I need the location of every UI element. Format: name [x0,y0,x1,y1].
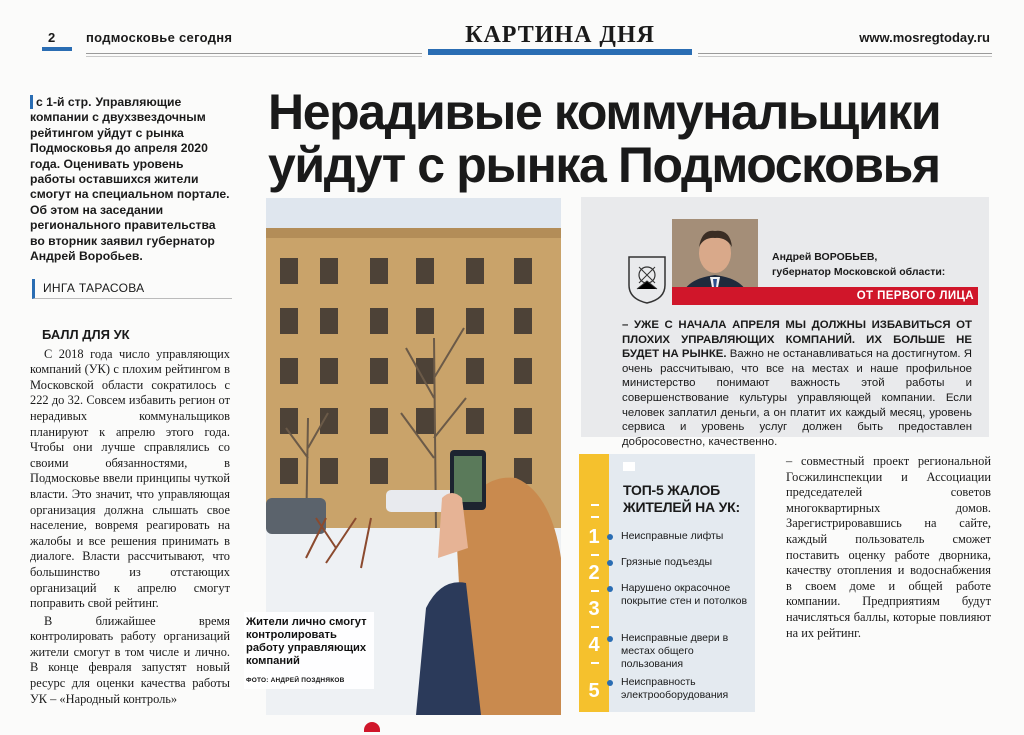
quote-lead: – УЖЕ С НАЧАЛА АПРЕЛЯ МЫ ДОЛЖНЫ ИЗБАВИТЬСЯ ОТ ПЛОХИХ УПРАВЛЯЮЩИХ КОМПАНИЙ. ИХ БОЛЬШЕ НЕ БУДЕТ НА РЫНКЕ. [622,319,972,361]
item-number: 3 [588,598,600,620]
article-lead [30,95,230,264]
strip-tick [591,554,599,556]
complaint-item: Неисправность электрооборудования [621,676,751,702]
header-rule-left-2 [86,56,422,57]
complaint-item: Неисправные лифты [621,530,751,543]
website-url[interactable]: www.mosregtoday.ru [859,30,990,45]
lead-text: Управляющие компании с двухзвездочным рейтингом уйдут с рынка Подмосковья до апреля 2020 года. Оценивать уровень работы оставшихся жители смогут на специальном портале. Об этом на заседании регионального правительства во вторник заявил губернатор Андрей Воробьев. [30,95,230,264]
speaker-name-text: Андрей ВОРОБЬЕВ, [772,251,878,263]
quote-body: Важно не останавливаться на достигнутом. Я очень рассчитываю, что все на местах и наше профильное министерство понимают важность этой работы и совершенствование культуры управляющей компании. Если человек заплатил деньги, а он платит их каждый месяц, уровень сервиса и уровень услуг должен быть предоставлен добросовестно, качественно. [622,348,972,448]
page-number: 2 [48,30,56,45]
author-byline: ИНГА ТАРАСОВА [32,279,232,299]
complaint-item: Нарушено окрасочное покрытие стен и потолков [621,582,751,608]
item-number: 2 [588,562,600,584]
continued-tag: с 1-й стр. [30,95,91,109]
page-header [0,0,1024,58]
strip-tick [591,662,599,664]
body-paragraph: В ближайшее время контролировать работу организаций жители смогут в том числе и лично. В конце февраля запустят новый ресурс для оценки качества работы УК – «Народный контроль» [30,613,230,706]
strip-tick [591,504,599,506]
body-paragraph: С 2018 года число управляющих компаний (УК) с плохим рейтингом в Московской области сократилось с 222 до 32. Совсем избавить регион от нерадивых коммунальщиков планируют к апрелю этого года. Чтобы они лучше справлялись со своими обязанностями, в Подмосковье ввели принципы чуткой власти. Это значит, что управляющая организация должна слышать свое население, вовремя реагировать на жалобы и все решения принимать в диалоге. Власти рассчитывают, что большинство из отстающих организаций к апрелю смогут поправить свой рейтинг. [30,346,230,611]
page-edge-marker [364,722,380,732]
strip-tick [591,590,599,592]
header-rule-right [698,53,992,54]
body-column-1 [30,327,230,709]
top5-complaints-box [579,454,755,712]
photo-caption [244,612,374,689]
quote-box [581,197,989,448]
item-number: 1 [588,526,600,548]
item-number: 5 [588,680,600,702]
item-number: 4 [588,634,600,656]
box-marker-icon [623,462,635,471]
moscow-oblast-emblem-icon [625,253,669,305]
section-title-underline [428,49,692,55]
caption-text: Жители лично смогут контролировать работу управляющих компаний [246,616,367,667]
first-person-label: ОТ ПЕРВОГО ЛИЦА [856,290,974,302]
header-rule-left [86,53,422,54]
article-headline: Нерадивые коммунальщики уйдут с рынка Подмосковья [268,84,941,193]
header-rule-right-2 [698,56,992,57]
body-column-3: – совместный проект региональной Госжилинспекции и Ассоциации председателей советов многоквартирных домов. Зарегистрировавшись на сайте, каждый пользователь сможет поставить оценку работе дворника, качеству отопления и водоснабжения в своем доме и общей работе компании. Предприятиям будут начисляться баллы, которые повлияют на их рейтинг. [786,454,991,640]
top5-title: ТОП-5 ЖАЛОБ ЖИТЕЛЕЙ НА УК: [623,482,740,515]
complaint-item: Неисправные двери в местах общего пользования [621,632,751,671]
strip-tick [591,626,599,628]
section-title: КАРТИНА ДНЯ [465,22,655,48]
page-number-underline [42,47,72,51]
quote-text [622,318,972,449]
speaker-role: губернатор Московской области: [772,266,946,278]
complaint-item: Грязные подъезды [621,556,751,569]
strip-tick [591,516,599,518]
speaker-name [772,250,972,280]
photo-credit: ФОТО: АНДРЕЙ ПОЗДНЯКОВ [246,677,345,684]
newspaper-name: подмосковье сегодня [86,30,233,45]
subheading: БАЛЛ ДЛЯ УК [42,327,130,342]
